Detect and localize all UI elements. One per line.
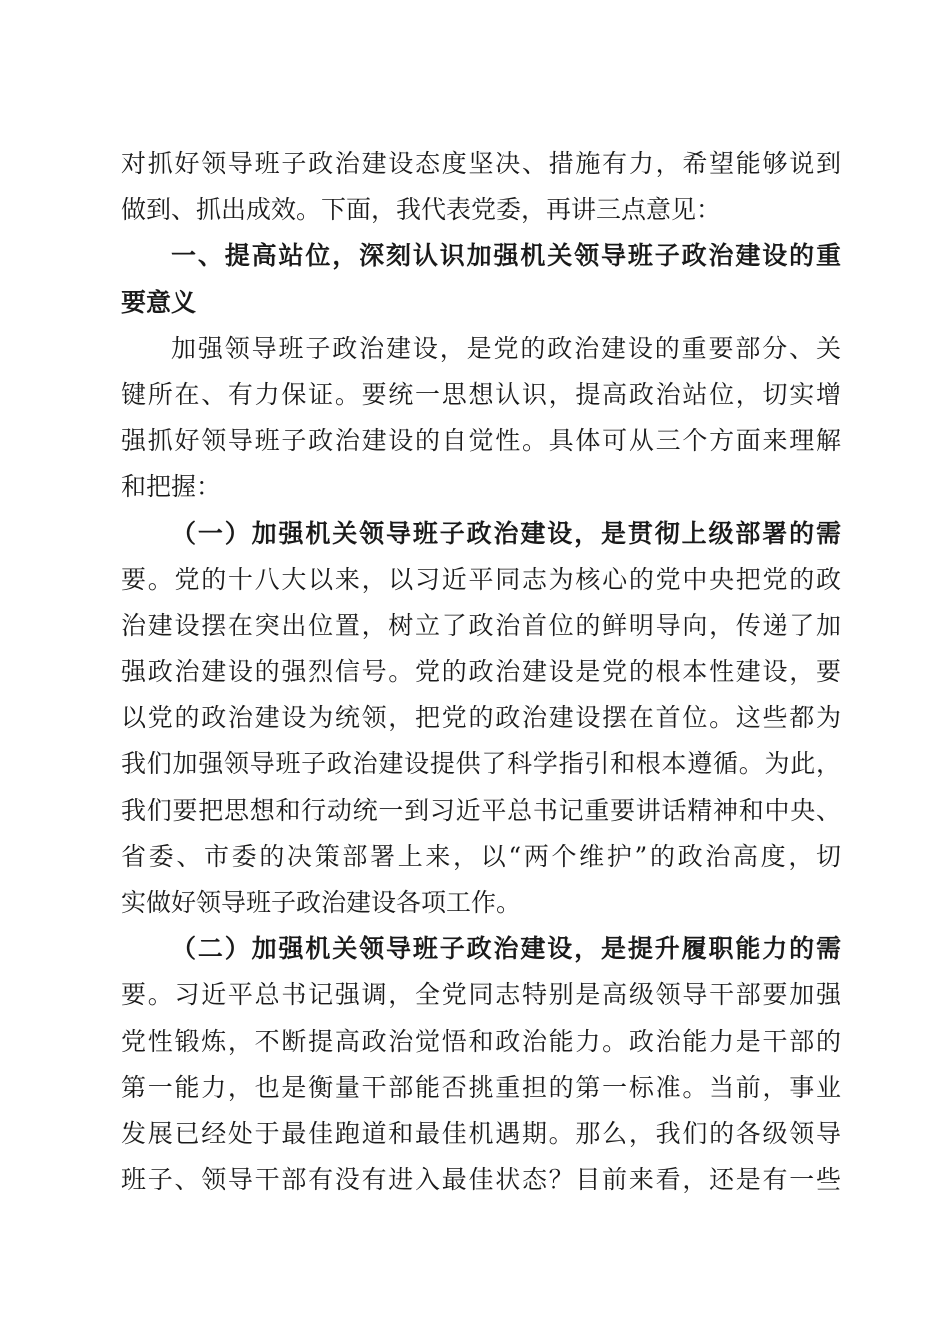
text-line: 班子、领导干部有没有进入最佳状态？目前来看，还是有一些 — [121, 1165, 841, 1195]
text-line: 以党的政治建设为统领，把党的政治建设摆在首位。这些都为 — [121, 703, 841, 733]
paragraph-start: 加强领导班子政治建设，是党的政治建设的重要部分、关 — [171, 333, 841, 363]
subsection-heading: （一）加强机关领导班子政治建设，是贯彻上级部署的需 — [171, 518, 841, 548]
text-line: 对抓好领导班子政治建设态度坚决、措施有力，希望能够说到 — [121, 149, 841, 178]
text-line: 我们要把思想和行动统一到习近平总书记重要讲话精神和中央、 — [121, 795, 841, 825]
text-line: 省委、市委的决策部署上来，以“两个维护”的政治高度，切 — [121, 841, 841, 871]
text-line: 要。习近平总书记强调，全党同志特别是高级领导干部要加强 — [121, 980, 841, 1010]
text-line: 做到、抓出成效。下面，我代表党委，再讲三点意见： — [121, 195, 722, 225]
subsection-heading: （二）加强机关领导班子政治建设，是提升履职能力的需 — [171, 934, 841, 964]
text-line: 键所在、有力保证。要统一思想认识，提高政治站位，切实增 — [121, 379, 841, 409]
text-line: 治建设摆在突出位置，树立了政治首位的鲜明导向，传递了加 — [121, 610, 841, 640]
text-line: 第一能力，也是衡量干部能否挑重担的第一标准。当前，事业 — [121, 1072, 841, 1102]
text-line: 党性锻炼，不断提高政治觉悟和政治能力。政治能力是干部的 — [121, 1026, 841, 1056]
text-line: 和把握： — [121, 472, 222, 502]
section-heading-continued: 要意义 — [121, 287, 197, 317]
text-line: 发展已经处于最佳跑道和最佳机遇期。那么，我们的各级领导 — [121, 1118, 841, 1148]
text-line: 实做好领导班子政治建设各项工作。 — [121, 888, 522, 917]
text-line: 我们加强领导班子政治建设提供了科学指引和根本遵循。为此， — [121, 749, 841, 779]
text-line: 强抓好领导班子政治建设的自觉性。具体可从三个方面来理解 — [121, 426, 841, 456]
section-heading: 一、提高站位，深刻认识加强机关领导班子政治建设的重 — [171, 241, 841, 271]
text-line: 强政治建设的强烈信号。党的政治建设是党的根本性建设，要 — [121, 657, 841, 687]
document-body — [121, 141, 841, 1203]
text-line: 要。党的十八大以来，以习近平同志为核心的党中央把党的政 — [121, 564, 841, 594]
